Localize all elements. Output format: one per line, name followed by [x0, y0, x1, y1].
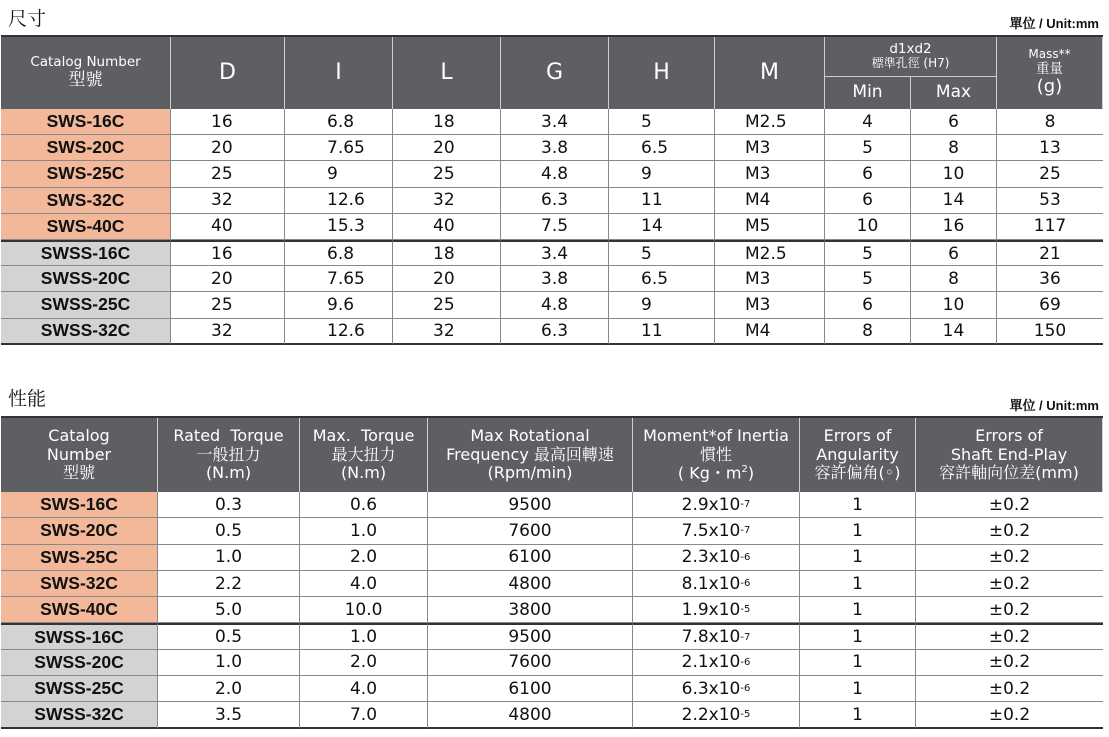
- perf-header-end-zh: 容許軸向位差(mm): [939, 463, 1079, 483]
- cell-i: 12.6: [285, 319, 393, 345]
- cell-freq: 6100: [428, 676, 633, 702]
- perf-header-rated: [158, 418, 300, 492]
- cell-h: 9: [609, 161, 715, 187]
- header-catalog-en: Catalog Number: [30, 54, 141, 71]
- cell-l: 20: [393, 266, 501, 292]
- cell-rated: 2.2: [158, 571, 300, 597]
- cell-end: ±0.2: [916, 597, 1103, 623]
- cell-min: 6: [825, 188, 911, 214]
- cell-d: 16: [171, 109, 285, 135]
- cell-d: 32: [171, 319, 285, 345]
- cell-l: 25: [393, 161, 501, 187]
- cell-end: ±0.2: [916, 518, 1103, 544]
- cell-max: 7.0: [300, 702, 428, 728]
- perf-header-end-1: Errors of: [975, 426, 1043, 446]
- cell-m: M3: [715, 292, 825, 318]
- table-row-model: SWSS-32C: [1, 702, 158, 728]
- dimensions-table: [1, 35, 1103, 345]
- perf-header-freq-2: Frequency 最高回轉速: [446, 444, 614, 464]
- cell-min: 4: [825, 109, 911, 135]
- table-row-model: SWS-32C: [1, 571, 158, 597]
- header-mass-en: Mass**: [1028, 47, 1071, 61]
- cell-h: 11: [609, 188, 715, 214]
- cell-inertia: 7.8x10 -7: [633, 623, 800, 649]
- cell-rated: 0.5: [158, 518, 300, 544]
- perf-header-catalog-1: Catalog: [48, 426, 110, 446]
- cell-h: 5: [609, 109, 715, 135]
- perf-header-inertia-zh: 慣性: [699, 444, 732, 464]
- cell-max: 14: [911, 319, 997, 345]
- cell-min: 8: [825, 319, 911, 345]
- table-row-model: SWS-16C: [1, 109, 171, 135]
- cell-h: 11: [609, 319, 715, 345]
- cell-max: 10: [911, 292, 997, 318]
- cell-m: M3: [715, 135, 825, 161]
- table-row-model: SWS-40C: [1, 214, 171, 240]
- performance-title: 性能: [8, 388, 47, 410]
- header-mass-zh: 重量: [1036, 60, 1063, 77]
- perf-header-inertia-1: Moment*of Inertia: [643, 426, 789, 446]
- cell-max: 4.0: [300, 571, 428, 597]
- cell-end: ±0.2: [916, 545, 1103, 571]
- cell-max: 0.6: [300, 492, 428, 518]
- cell-i: 15.3: [285, 214, 393, 240]
- cell-i: 12.6: [285, 188, 393, 214]
- perf-header-freq-1: Max Rotational: [470, 426, 590, 446]
- perf-header-max: [300, 418, 428, 492]
- cell-mass: 36: [997, 266, 1103, 292]
- cell-ang: 1: [800, 650, 916, 676]
- cell-max: 10: [911, 161, 997, 187]
- cell-i: 6.8: [285, 240, 393, 266]
- header-l: L: [393, 37, 501, 109]
- cell-l: 18: [393, 109, 501, 135]
- cell-ang: 1: [800, 492, 916, 518]
- cell-m: M2.5: [715, 240, 825, 266]
- cell-inertia: 2.3x10 -6: [633, 545, 800, 571]
- table-row-model: SWSS-16C: [1, 240, 171, 266]
- header-mass-unit: (g): [1036, 76, 1063, 98]
- cell-i: 7.65: [285, 135, 393, 161]
- table-row-model: SWS-16C: [1, 492, 158, 518]
- perf-header-max-zh: 最大扭力: [331, 444, 396, 464]
- cell-d: 20: [171, 135, 285, 161]
- cell-g: 7.5: [501, 214, 609, 240]
- cell-d: 25: [171, 292, 285, 318]
- cell-i: 6.8: [285, 109, 393, 135]
- header-min: Min: [825, 77, 911, 109]
- table-row-model: SWSS-20C: [1, 650, 158, 676]
- cell-m: M3: [715, 266, 825, 292]
- perf-header-inertia-unit: ( Kg・$m^2$): [677, 463, 755, 483]
- cell-rated: 1.0: [158, 650, 300, 676]
- cell-end: ±0.2: [916, 702, 1103, 728]
- table-row-model: SWS-25C: [1, 545, 158, 571]
- cell-ang: 1: [800, 623, 916, 649]
- cell-d: 32: [171, 188, 285, 214]
- cell-l: 18: [393, 240, 501, 266]
- cell-freq: 4800: [428, 571, 633, 597]
- cell-inertia: 7.5x10 -7: [633, 518, 800, 544]
- cell-inertia: 2.2x10 -5: [633, 702, 800, 728]
- cell-h: 9: [609, 292, 715, 318]
- header-mass: [997, 37, 1103, 109]
- cell-min: 6: [825, 292, 911, 318]
- cell-end: ±0.2: [916, 676, 1103, 702]
- table-row-model: SWS-25C: [1, 161, 171, 187]
- cell-m: M5: [715, 214, 825, 240]
- cell-l: 20: [393, 135, 501, 161]
- cell-d: 20: [171, 266, 285, 292]
- cell-max: 14: [911, 188, 997, 214]
- perf-header-endplay: [916, 418, 1103, 492]
- cell-rated: 0.5: [158, 623, 300, 649]
- cell-m: M4: [715, 319, 825, 345]
- cell-h: 6.5: [609, 266, 715, 292]
- cell-l: 25: [393, 292, 501, 318]
- cell-max: 2.0: [300, 545, 428, 571]
- cell-min: 5: [825, 240, 911, 266]
- cell-g: 3.4: [501, 240, 609, 266]
- cell-max: 8: [911, 135, 997, 161]
- header-g: G: [501, 37, 609, 109]
- cell-mass: 150: [997, 319, 1103, 345]
- cell-mass: 117: [997, 214, 1103, 240]
- cell-min: 5: [825, 135, 911, 161]
- cell-freq: 7600: [428, 518, 633, 544]
- cell-freq: 7600: [428, 650, 633, 676]
- cell-max: 1.0: [300, 518, 428, 544]
- cell-rated: 1.0: [158, 545, 300, 571]
- perf-header-rated-zh: 一般扭力: [196, 444, 261, 464]
- table-row-model: SWSS-25C: [1, 292, 171, 318]
- cell-min: 6: [825, 161, 911, 187]
- cell-end: ±0.2: [916, 492, 1103, 518]
- header-catalog-zh: 型號: [68, 69, 103, 90]
- perf-header-ang-zh: 容許偏角(◦): [814, 463, 901, 483]
- cell-max: 16: [911, 214, 997, 240]
- cell-inertia: 8.1x10 -6: [633, 571, 800, 597]
- table-row-model: SWS-20C: [1, 518, 158, 544]
- cell-end: ±0.2: [916, 623, 1103, 649]
- cell-freq: 3800: [428, 597, 633, 623]
- cell-m: M2.5: [715, 109, 825, 135]
- table-row-model: SWS-40C: [1, 597, 158, 623]
- performance-table: [1, 416, 1103, 729]
- cell-mass: 21: [997, 240, 1103, 266]
- cell-d: 25: [171, 161, 285, 187]
- perf-header-max-1: Max. Torque: [312, 426, 415, 446]
- cell-max: 6: [911, 240, 997, 266]
- perf-header-ang-2: Angularity: [816, 444, 899, 464]
- cell-inertia: 6.3x10 -6: [633, 676, 800, 702]
- cell-mass: 25: [997, 161, 1103, 187]
- perf-header-catalog: [1, 418, 158, 492]
- cell-m: M3: [715, 161, 825, 187]
- cell-max: 4.0: [300, 676, 428, 702]
- cell-rated: 5.0: [158, 597, 300, 623]
- table-row-model: SWSS-16C: [1, 623, 158, 649]
- perf-header-rated-1: Rated Torque: [173, 426, 284, 446]
- cell-freq: 9500: [428, 492, 633, 518]
- perf-header-angularity: [800, 418, 916, 492]
- perf-header-catalog-zh: 型號: [62, 463, 95, 483]
- header-max: Max: [911, 77, 997, 109]
- cell-max: 1.0: [300, 623, 428, 649]
- cell-max: 6: [911, 109, 997, 135]
- cell-max: 2.0: [300, 650, 428, 676]
- perf-header-max-unit: (N.m): [340, 463, 387, 483]
- perf-header-inertia: [633, 418, 800, 492]
- cell-min: 10: [825, 214, 911, 240]
- cell-end: ±0.2: [916, 571, 1103, 597]
- header-bore-zh: 標準孔徑 (H7): [871, 56, 950, 71]
- cell-end: ±0.2: [916, 650, 1103, 676]
- table-row-model: SWSS-20C: [1, 266, 171, 292]
- cell-g: 3.8: [501, 266, 609, 292]
- cell-min: 5: [825, 266, 911, 292]
- cell-h: 5: [609, 240, 715, 266]
- cell-freq: 6100: [428, 545, 633, 571]
- cell-i: 9.6: [285, 292, 393, 318]
- cell-d: 40: [171, 214, 285, 240]
- perf-header-catalog-2: Number: [46, 444, 112, 464]
- cell-mass: 13: [997, 135, 1103, 161]
- cell-g: 6.3: [501, 319, 609, 345]
- cell-inertia: 2.1x10 -6: [633, 650, 800, 676]
- cell-mass: 8: [997, 109, 1103, 135]
- perf-header-end-2: Shaft End-Play: [950, 444, 1068, 464]
- cell-h: 6.5: [609, 135, 715, 161]
- cell-ang: 1: [800, 518, 916, 544]
- cell-ang: 1: [800, 702, 916, 728]
- dimensions-unit: 單位 / Unit:mm: [1009, 16, 1099, 31]
- cell-ang: 1: [800, 597, 916, 623]
- table-row-model: SWS-32C: [1, 188, 171, 214]
- cell-rated: 3.5: [158, 702, 300, 728]
- header-m: M: [715, 37, 825, 109]
- header-catalog-number: [1, 37, 171, 109]
- performance-unit: 單位 / Unit:mm: [1009, 398, 1099, 413]
- cell-ang: 1: [800, 545, 916, 571]
- header-i: I: [285, 37, 393, 109]
- header-bore-en: d1xd2: [889, 40, 932, 57]
- cell-h: 14: [609, 214, 715, 240]
- perf-header-freq-unit: (Rpm/min): [487, 463, 573, 483]
- perf-header-ang-1: Errors of: [823, 426, 892, 446]
- cell-l: 32: [393, 188, 501, 214]
- cell-l: 40: [393, 214, 501, 240]
- cell-g: 4.8: [501, 161, 609, 187]
- cell-ang: 1: [800, 571, 916, 597]
- cell-inertia: 1.9x10 -5: [633, 597, 800, 623]
- perf-header-rated-unit: (N.m): [205, 463, 252, 483]
- cell-ang: 1: [800, 676, 916, 702]
- cell-g: 6.3: [501, 188, 609, 214]
- cell-freq: 9500: [428, 623, 633, 649]
- cell-max: 10.0: [300, 597, 428, 623]
- cell-m: M4: [715, 188, 825, 214]
- cell-g: 4.8: [501, 292, 609, 318]
- header-d: D: [171, 37, 285, 109]
- cell-mass: 69: [997, 292, 1103, 318]
- cell-i: 7.65: [285, 266, 393, 292]
- cell-freq: 4800: [428, 702, 633, 728]
- cell-rated: 2.0: [158, 676, 300, 702]
- table-row-model: SWS-20C: [1, 135, 171, 161]
- cell-d: 16: [171, 240, 285, 266]
- header-bore: [825, 37, 997, 77]
- cell-inertia: 2.9x10 -7: [633, 492, 800, 518]
- cell-l: 32: [393, 319, 501, 345]
- dimensions-title: 尺寸: [8, 8, 47, 30]
- cell-g: 3.4: [501, 109, 609, 135]
- cell-i: 9: [285, 161, 393, 187]
- header-h: H: [609, 37, 715, 109]
- cell-rated: 0.3: [158, 492, 300, 518]
- table-row-model: SWSS-25C: [1, 676, 158, 702]
- cell-mass: 53: [997, 188, 1103, 214]
- cell-g: 3.8: [501, 135, 609, 161]
- perf-header-frequency: [428, 418, 633, 492]
- table-row-model: SWSS-32C: [1, 319, 171, 345]
- cell-max: 8: [911, 266, 997, 292]
